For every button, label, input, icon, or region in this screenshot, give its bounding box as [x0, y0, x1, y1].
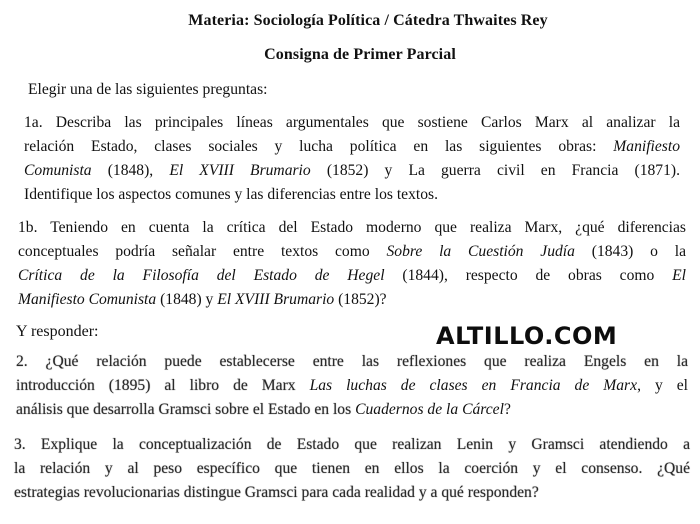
question-1b: [18, 216, 686, 312]
q1b-work-title: El: [672, 267, 686, 284]
q1b-line-3: [18, 264, 686, 288]
q1b-text: (1852)?: [334, 291, 387, 308]
q1b-work-title: Manifiesto Comunista: [18, 291, 157, 308]
q2-work-title: Cuadernos de la Cárcel: [355, 401, 504, 418]
q1b-line-1: 1b. Teniendo en cuenta la crítica del Estado moderno que realiza Marx, ¿qué diferencias: [18, 219, 686, 236]
q3-line-1: 3. Explique la conceptualización de Estado que realizan Lenin y Gramsci atendiendo a: [14, 436, 690, 453]
q2-line-3: [16, 398, 688, 422]
q1a-line-2: [24, 135, 680, 159]
q1b-line-2: [18, 240, 686, 264]
q1b-work-title: El XVIII Brumario: [217, 291, 335, 308]
q1b-work-title: Sobre la Cuestión Judía: [386, 243, 575, 260]
q1b-text: (1844), respecto de obras como: [384, 267, 673, 284]
q1b-text: (1848) y: [156, 291, 218, 308]
q1b-text: (1843) o la: [574, 243, 687, 260]
q1a-text: (1848),: [91, 162, 170, 179]
q3-line-3: estrategias revolucionarias distingue Gramsci para cada realidad y a qué responden?: [14, 484, 539, 501]
q1b-line-4: [18, 288, 686, 312]
q1a-work-title: Comunista: [24, 162, 92, 179]
q1a-line-1: 1a. Describa las principales líneas argumentales que sostiene Carlos Marx al analizar la: [24, 114, 680, 131]
q2-text: introducción (1895) al libro de Marx: [16, 377, 310, 394]
q1a-line-4: Identifique los aspectos comunes y las diferencias entre los textos.: [24, 186, 438, 203]
respond-label: Y responder:: [16, 323, 99, 340]
q2-text: ?: [503, 401, 511, 418]
q2-line-1: 2. ¿Qué relación puede establecerse entre las reflexiones que realiza Engels en la: [16, 353, 688, 370]
subject-title: Materia: Sociología Política / Cátedra Thwaites Rey: [188, 12, 548, 29]
q2-work-title: Las luchas de clases en Francia de Marx: [309, 377, 638, 394]
q2-text: análisis que desarrolla Gramsci sobre el Estado en los: [16, 401, 356, 418]
q3-line-2: la relación y al peso específico que tienen en ellos la coerción y el consenso. ¿Qué: [14, 460, 690, 477]
q1a-text: relación Estado, clases sociales y lucha política en las siguientes obras:: [24, 138, 614, 155]
q2-line-2: [16, 374, 688, 398]
respond-section: [16, 320, 316, 344]
q1b-text: conceptuales podría señalar entre textos como: [18, 243, 387, 260]
altillo-watermark: ALTILLO.COM: [436, 322, 618, 350]
intro-instruction: [28, 78, 688, 102]
question-3: [14, 433, 690, 505]
q1a-text: (1852) y La guerra civil en Francia (1871).: [310, 162, 680, 179]
exam-title: Consigna de Primer Parcial: [264, 46, 456, 63]
q1b-work-title: Crítica de la Filosofía del Estado de Hegel: [18, 267, 385, 284]
q1a-line-3: [24, 159, 680, 183]
question-1a: [24, 111, 680, 207]
intro-text: Elegir una de las siguientes preguntas:: [28, 81, 268, 98]
q1a-work-title: Manifiesto: [613, 138, 680, 155]
question-2: [16, 350, 688, 422]
q1a-work-title: El XVIII Brumario: [169, 162, 311, 179]
q2-text: , y el: [637, 377, 689, 394]
